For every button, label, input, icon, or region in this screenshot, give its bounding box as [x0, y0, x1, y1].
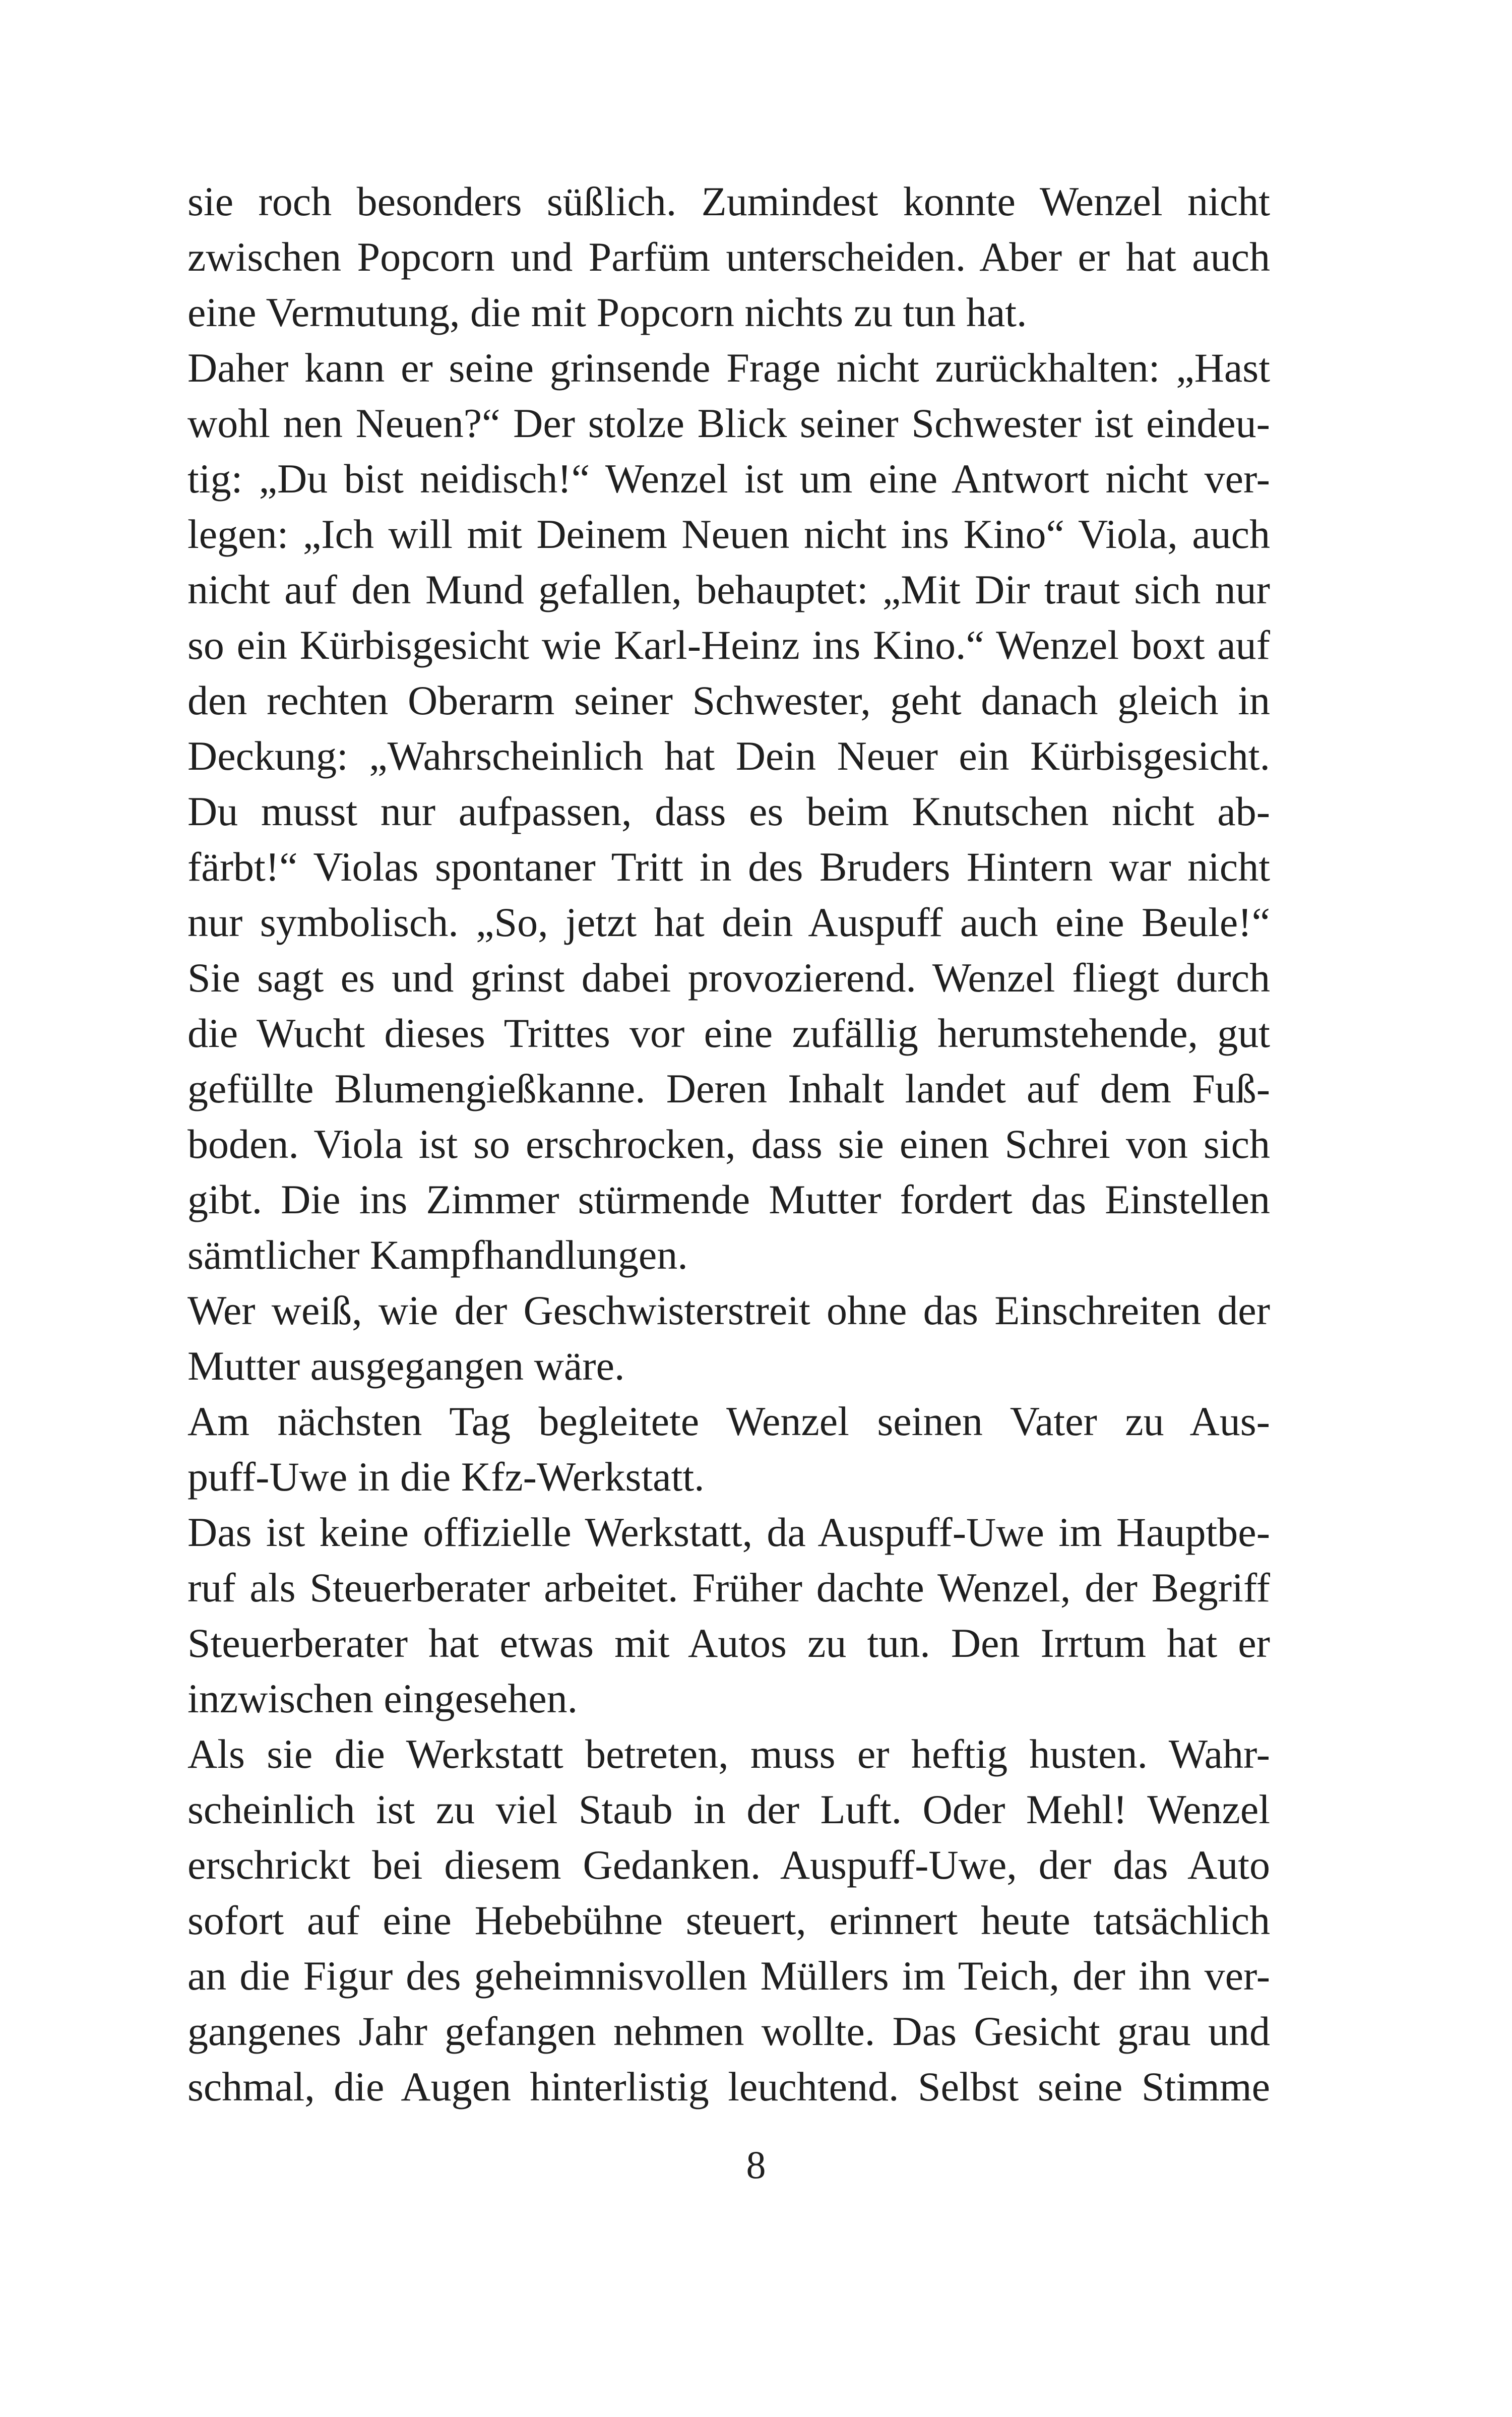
text-line: die Wucht dieses Trittes vor eine zufällig herumstehende, gut [187, 1010, 1270, 1056]
text-line: gefüllte Blumengießkanne. Deren Inhalt landet auf dem Fuß- [187, 1066, 1270, 1111]
text-line: ruf als Steuerberater arbeitet. Früher dachte Wenzel, der Begriff [187, 1565, 1270, 1610]
text-line: an die Figur des geheimnisvollen Müllers im Teich, der ihn ver- [187, 1953, 1270, 1999]
text-line: inzwischen eingesehen. [187, 1676, 578, 1721]
text-line: nur symbolisch. „So, jetzt hat dein Auspuff auch eine Beule!“ [187, 899, 1270, 945]
text-line: sämtlicher Kampfhandlungen. [187, 1232, 688, 1278]
page-number: 8 [746, 2143, 766, 2187]
text-line: zwischen Popcorn und Parfüm unterscheiden. Aber er hat auch [187, 234, 1270, 280]
text-line: eine Vermutung, die mit Popcorn nichts zu tun hat. [187, 289, 1027, 335]
text-line: Als sie die Werkstatt betreten, muss er heftig husten. Wahr- [187, 1731, 1270, 1777]
text-line: Sie sagt es und grinst dabei provozierend. Wenzel fliegt durch [187, 955, 1270, 1001]
text-line: tig: „Du bist neidisch!“ Wenzel ist um eine Antwort nicht ver- [187, 456, 1270, 502]
text-line: Daher kann er seine grinsende Frage nicht zurückhalten: „Hast [187, 345, 1270, 391]
text-line: gibt. Die ins Zimmer stürmende Mutter fordert das Einstellen [187, 1176, 1270, 1222]
text-line: erschrickt bei diesem Gedanken. Auspuff-Uwe, der das Auto [187, 1842, 1270, 1888]
text-line: wohl nen Neuen?“ Der stolze Blick seiner Schwester ist eindeu- [187, 400, 1270, 446]
text-line: puff-Uwe in die Kfz-Werkstatt. [187, 1454, 705, 1500]
text-line: sofort auf eine Hebebühne steuert, erinnert heute tatsächlich [187, 1897, 1270, 1943]
text-line: Das ist keine offizielle Werkstatt, da Auspuff-Uwe im Hauptbe- [187, 1509, 1270, 1555]
text-line: Wer weiß, wie der Geschwisterstreit ohne das Einschreiten der [187, 1287, 1270, 1333]
text-line: Am nächsten Tag begleitete Wenzel seinen Vater zu Aus- [187, 1398, 1270, 1444]
body-text [187, 174, 1270, 2115]
text-line: gangenes Jahr gefangen nehmen wollte. Das Gesicht grau und [187, 2008, 1270, 2054]
text-line: nicht auf den Mund gefallen, behauptet: „Mit Dir traut sich nur [187, 567, 1270, 612]
text-line: Mutter ausgegangen wäre. [187, 1343, 625, 1389]
text-line: den rechten Oberarm seiner Schwester, geht danach gleich in [187, 677, 1270, 723]
text-line: färbt!“ Violas spontaner Tritt in des Bruders Hintern war nicht [187, 844, 1270, 890]
text-line: so ein Kürbisgesicht wie Karl-Heinz ins Kino.“ Wenzel boxt auf [187, 622, 1270, 668]
text-line: Steuerberater hat etwas mit Autos zu tun. Den Irrtum hat er [187, 1620, 1270, 1666]
text-line: schmal, die Augen hinterlistig leuchtend. Selbst seine Stimme [187, 2064, 1270, 2110]
text-line: Deckung: „Wahrscheinlich hat Dein Neuer ein Kürbisgesicht. [187, 733, 1270, 779]
text-line: scheinlich ist zu viel Staub in der Luft. Oder Mehl! Wenzel [187, 1786, 1270, 1832]
text-line: Du musst nur aufpassen, dass es beim Knutschen nicht ab- [187, 788, 1270, 834]
text-line: sie roch besonders süßlich. Zumindest konnte Wenzel nicht [187, 178, 1270, 224]
text-line: boden. Viola ist so erschrocken, dass sie einen Schrei von sich [187, 1121, 1270, 1167]
text-line: legen: „Ich will mit Deinem Neuen nicht ins Kino“ Viola, auch [187, 511, 1270, 557]
